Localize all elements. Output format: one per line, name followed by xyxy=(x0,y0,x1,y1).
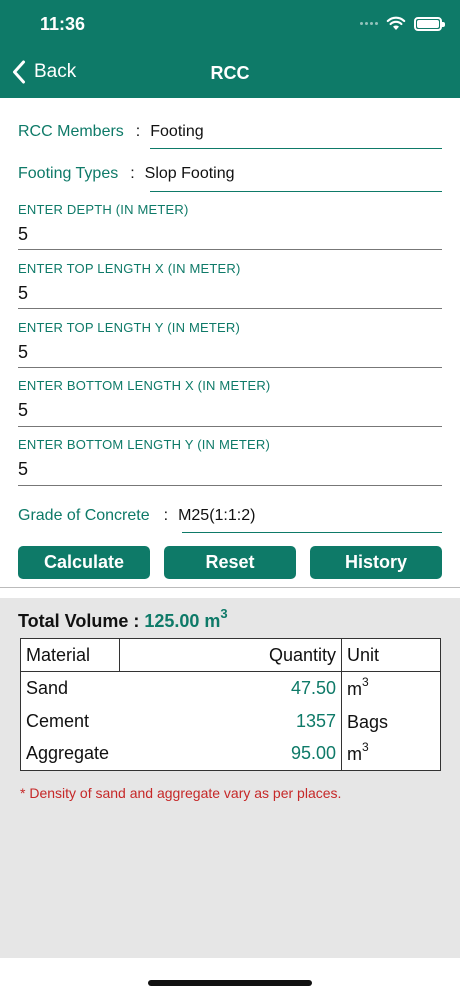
material-cell: Sand xyxy=(21,672,120,705)
table-header-row xyxy=(21,639,441,672)
total-volume xyxy=(18,608,228,632)
status-time: 11:36 xyxy=(40,14,86,34)
top-length-x-underline xyxy=(18,308,442,309)
bottom-length-x-input[interactable]: 5 xyxy=(18,400,29,420)
unit-text: m xyxy=(347,678,362,699)
grade-label: Grade of Concrete xyxy=(18,507,150,524)
home-area xyxy=(0,958,460,996)
table-row xyxy=(21,672,441,705)
rcc-members-colon: : xyxy=(135,123,141,140)
footing-types-label: Footing Types xyxy=(18,165,119,182)
total-volume-value xyxy=(144,606,228,631)
quantity-cell: 1357 xyxy=(120,705,342,738)
page-title: RCC xyxy=(210,63,250,83)
unit-text: m xyxy=(347,744,362,765)
rcc-members-underline xyxy=(150,148,442,149)
top-length-y-label: ENTER TOP LENGTH Y (IN METER) xyxy=(18,320,241,335)
footing-types-select[interactable]: Slop Footing xyxy=(144,165,235,182)
top-length-x-input[interactable]: 5 xyxy=(18,283,29,303)
rcc-members-select[interactable]: Footing xyxy=(150,123,204,140)
battery-icon xyxy=(414,17,442,31)
quantity-cell: 95.00 xyxy=(120,738,342,771)
top-length-y-underline xyxy=(18,367,442,368)
total-volume-number: 125.00 m xyxy=(144,611,221,631)
rcc-members-label: RCC Members xyxy=(18,123,124,140)
reset-button[interactable]: Reset xyxy=(164,546,296,579)
calculate-button[interactable]: Calculate xyxy=(18,546,150,579)
depth-underline xyxy=(18,249,442,250)
bottom-length-y-input[interactable]: 5 xyxy=(18,459,29,479)
material-cell: Cement xyxy=(21,705,120,738)
unit-exponent: 3 xyxy=(362,674,369,689)
unit-cell xyxy=(342,738,441,771)
density-note: * Density of sand and aggregate vary as per places. xyxy=(20,785,342,801)
materials-table xyxy=(20,638,441,771)
header-quantity: Quantity xyxy=(120,639,342,672)
top-length-x-label: ENTER TOP LENGTH X (IN METER) xyxy=(18,261,241,276)
header xyxy=(0,0,460,98)
bottom-length-x-underline xyxy=(18,426,442,427)
header-unit: Unit xyxy=(342,639,441,672)
depth-label: ENTER DEPTH (IN METER) xyxy=(18,202,189,217)
bottom-length-y-underline xyxy=(18,485,442,486)
table-row xyxy=(21,738,441,771)
bottom-length-y-label: ENTER BOTTOM LENGTH Y (IN METER) xyxy=(18,437,270,452)
depth-input[interactable]: 5 xyxy=(18,224,29,244)
result-panel xyxy=(0,598,460,958)
header-material: Material xyxy=(21,639,120,672)
back-label: Back xyxy=(34,61,77,82)
footing-types-underline xyxy=(150,191,442,192)
unit-cell xyxy=(342,672,441,705)
rcc-members-row xyxy=(18,123,204,141)
material-cell: Aggregate xyxy=(21,738,120,771)
signal-dots-icon xyxy=(360,22,378,25)
table-row xyxy=(21,705,441,738)
grade-select[interactable]: M25(1:1:2) xyxy=(178,507,256,524)
unit-cell xyxy=(342,705,441,738)
grade-colon: : xyxy=(163,507,169,524)
quantity-cell: 47.50 xyxy=(120,672,342,705)
history-button[interactable]: History xyxy=(310,546,442,579)
footing-types-row xyxy=(18,165,235,183)
top-length-y-input[interactable]: 5 xyxy=(18,342,29,362)
bottom-length-x-label: ENTER BOTTOM LENGTH X (IN METER) xyxy=(18,378,271,393)
grade-row xyxy=(18,507,255,525)
grade-underline xyxy=(182,532,442,533)
unit-text: Bags xyxy=(347,711,389,732)
footing-types-colon: : xyxy=(130,165,135,182)
wifi-icon xyxy=(386,16,406,31)
status-icons xyxy=(360,16,442,31)
total-volume-exponent: 3 xyxy=(220,606,228,621)
total-volume-label: Total Volume : xyxy=(18,611,140,631)
home-indicator[interactable] xyxy=(148,980,312,986)
unit-exponent: 3 xyxy=(362,740,369,755)
divider xyxy=(0,587,460,588)
